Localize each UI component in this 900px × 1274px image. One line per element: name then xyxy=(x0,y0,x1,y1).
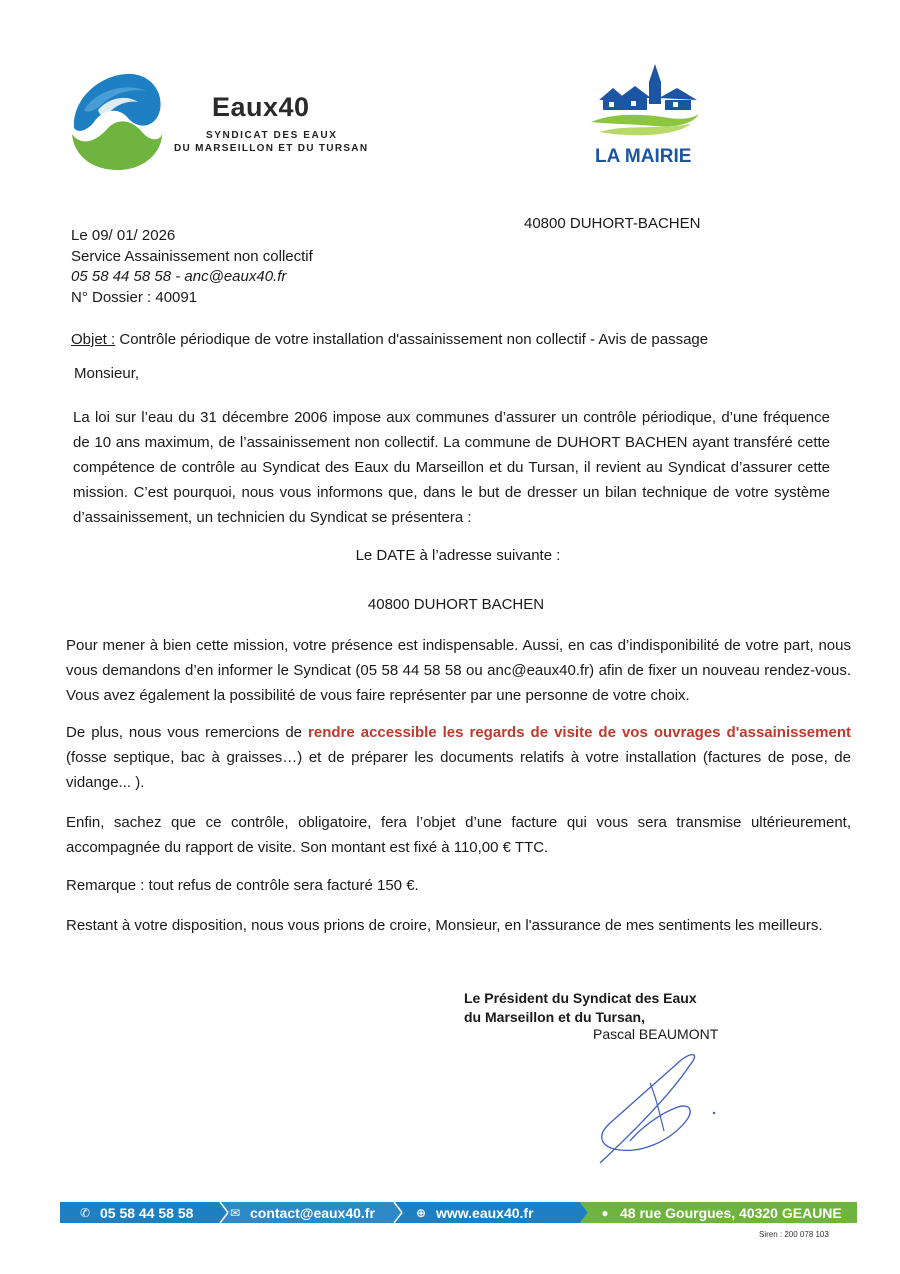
mail-icon: ✉ xyxy=(229,1205,241,1220)
eaux40-subtitle-1: SYNDICAT DES EAUX xyxy=(206,130,338,141)
paragraph-3-rest: (fosse septique, bac à graisses…) et de préparer les documents relatifs à votre installation (factures de pose, de vidange... ). xyxy=(66,749,851,791)
paragraph-3-intro: De plus, nous vous remercions de xyxy=(66,724,309,741)
phone-icon: ✆ xyxy=(79,1205,91,1220)
footer-email-text: contact@eaux40.fr xyxy=(250,1204,375,1221)
eaux40-name: Eaux40 xyxy=(212,92,310,122)
mairie-logo-text: LA MAIRIE xyxy=(595,146,692,167)
paragraph-4: Enfin, sachez que ce contrôle, obligatoire, fera l’objet d’une facture qui vous sera transmise ultérieurement, accompagnée du rapport de visite. Son montant est fixé à 110,00 € TTC. xyxy=(66,814,851,856)
dossier-number: N° Dossier : 40091 xyxy=(71,288,198,306)
location-pin-icon: ● xyxy=(601,1205,609,1220)
village-icon xyxy=(585,62,705,146)
signatory-title-1: Le Président du Syndicat des Eaux xyxy=(464,990,697,1006)
service-name: Service Assainissement non collectif xyxy=(71,247,313,265)
eaux40-wave-icon xyxy=(68,70,168,172)
footer-address-text: 48 rue Gourgues, 40320 GEAUNE xyxy=(620,1204,842,1221)
paragraph-3 xyxy=(66,720,851,795)
footer-website-text: www.eaux40.fr xyxy=(436,1204,534,1221)
eaux40-subtitle-2: DU MARSEILLON ET DU TURSAN xyxy=(174,143,369,154)
footer-bar xyxy=(60,1202,857,1223)
footer-phone-text: 05 58 44 58 58 xyxy=(100,1204,194,1221)
subject-label: Objet : xyxy=(71,331,116,348)
service-contact: 05 58 44 58 58 - anc@eaux40.fr xyxy=(71,268,287,285)
recipient-address: 40800 DUHORT-BACHEN xyxy=(524,215,701,232)
subject-text: Contrôle périodique de votre installation d'assainissement non collectif - Avis de passage xyxy=(115,331,709,348)
mairie-logo xyxy=(585,62,705,172)
letter-meta xyxy=(71,226,313,308)
visit-date-line: Le DATE à l’adresse suivante : xyxy=(355,547,561,564)
paragraph-3-highlight: rendre accessible les regards de visite de vos ouvrages d'assainissement xyxy=(308,724,851,741)
eaux40-logo xyxy=(68,70,378,180)
siren-number: Siren : 200 078 103 xyxy=(759,1230,829,1239)
footer-email[interactable] xyxy=(228,1202,375,1223)
paragraph-2: Pour mener à bien cette mission, votre présence est indispensable. Aussi, en cas d’indisponibilité de votre part, nous vous demandons d’en informer le Syndicat (05 58 44 58 58 ou anc@eaux40.fr) afin de fixer un nouveau rendez-vous. Vous avez également la possibilité de vous faire représenter par une personne de votre choix. xyxy=(66,637,851,704)
handwritten-signature xyxy=(590,1045,730,1170)
letter-subject xyxy=(71,331,708,348)
paragraph-5: Remarque : tout refus de contrôle sera facturé 150 €. xyxy=(66,877,419,894)
paragraph-6: Restant à votre disposition, nous vous prions de croire, Monsieur, en l'assurance de mes sentiments les meilleurs. xyxy=(66,917,823,934)
paragraph-1: La loi sur l’eau du 31 décembre 2006 impose aux communes d’assurer un contrôle périodique, d’une fréquence de 10 ans maximum, de l’assainissement non collectif. La commune de DUHORT BACHEN ayant transféré cette compétence de contrôle au Syndicat des Eaux du Marseillon et du Tursan, il revient au Syndicat d’assurer cette mission. C’est pourquoi, nous vous informons que, dans le but de dresser un bilan technique de votre système d’assainissement, un technicien du Syndicat se présentera : xyxy=(73,409,830,526)
signatory-title-2: du Marseillon et du Tursan, xyxy=(464,1009,645,1025)
web-icon: ⊕ xyxy=(415,1205,427,1220)
salutation: Monsieur, xyxy=(74,365,140,382)
footer-address xyxy=(598,1202,842,1223)
footer-website[interactable] xyxy=(414,1202,534,1223)
visit-address-line: 40800 DUHORT BACHEN xyxy=(367,596,545,613)
letter-date: Le 09/ 01/ 2026 xyxy=(71,227,176,244)
footer-phone[interactable] xyxy=(78,1202,193,1223)
signatory-name: Pascal BEAUMONT xyxy=(593,1026,719,1042)
